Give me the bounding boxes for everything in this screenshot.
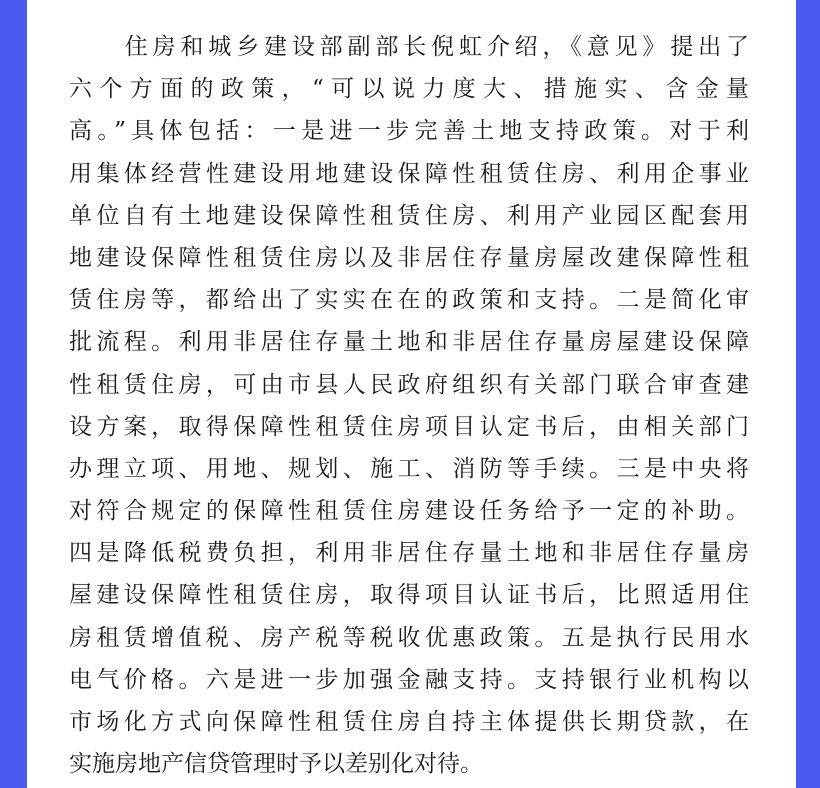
article-body — [69, 26, 749, 785]
article-line-8: 批流程。利用非居住存量土地和非居住存量房屋建设保障 — [69, 329, 749, 356]
article-line-15: 房租赁增值税、房产税等税收优惠政策。五是执行民用水 — [69, 624, 749, 651]
article-line-1: 住房和城乡建设部副部长倪虹介绍，《意见》提出了 — [69, 34, 749, 60]
article-line-10: 设方案，取得保障性租赁住房项目认定书后，由相关部门 — [69, 413, 749, 440]
article-line-4: 用集体经营性建设用地建设保障性租赁住房、利用企事业 — [69, 160, 749, 187]
article-line-12: 对符合规定的保障性租赁住房建设任务给予一定的补助。 — [69, 498, 749, 525]
article-line-18: 实施房地产信贷管理时予以差别化对待。 — [69, 751, 483, 778]
article-line-7: 赁住房等，都给出了实实在在的政策和支持。二是简化审 — [69, 287, 749, 314]
article-line-17: 市场化方式向保障性租赁住房自持主体提供长期贷款，在 — [69, 709, 749, 735]
article-line-2: 六个方面的政策，“可以说力度大、措施实、含金量 — [69, 76, 749, 103]
article-line-5: 单位自有土地建设保障性租赁住房、利用产业园区配套用 — [69, 202, 749, 229]
article-line-11: 办理立项、用地、规划、施工、消防等手续。三是中央将 — [69, 455, 749, 482]
article-line-14: 屋建设保障性租赁住房，取得项目认证书后，比照适用住 — [69, 582, 749, 609]
article-line-16: 电气价格。六是进一步加强金融支持。支持银行业机构以 — [69, 666, 749, 693]
left-side-bar — [0, 0, 27, 788]
article-line-9: 性租赁住房，可由市县人民政府组织有关部门联合审查建 — [69, 371, 749, 398]
article-line-6: 地建设保障性租赁住房以及非居住存量房屋改建保障性租 — [69, 244, 749, 271]
article-line-3: 高。”具体包括：一是进一步完善土地支持政策。对于利 — [69, 118, 749, 145]
article-line-13: 四是降低税费负担，利用非居住存量土地和非居住存量房 — [69, 540, 749, 567]
right-side-bar — [796, 0, 820, 788]
